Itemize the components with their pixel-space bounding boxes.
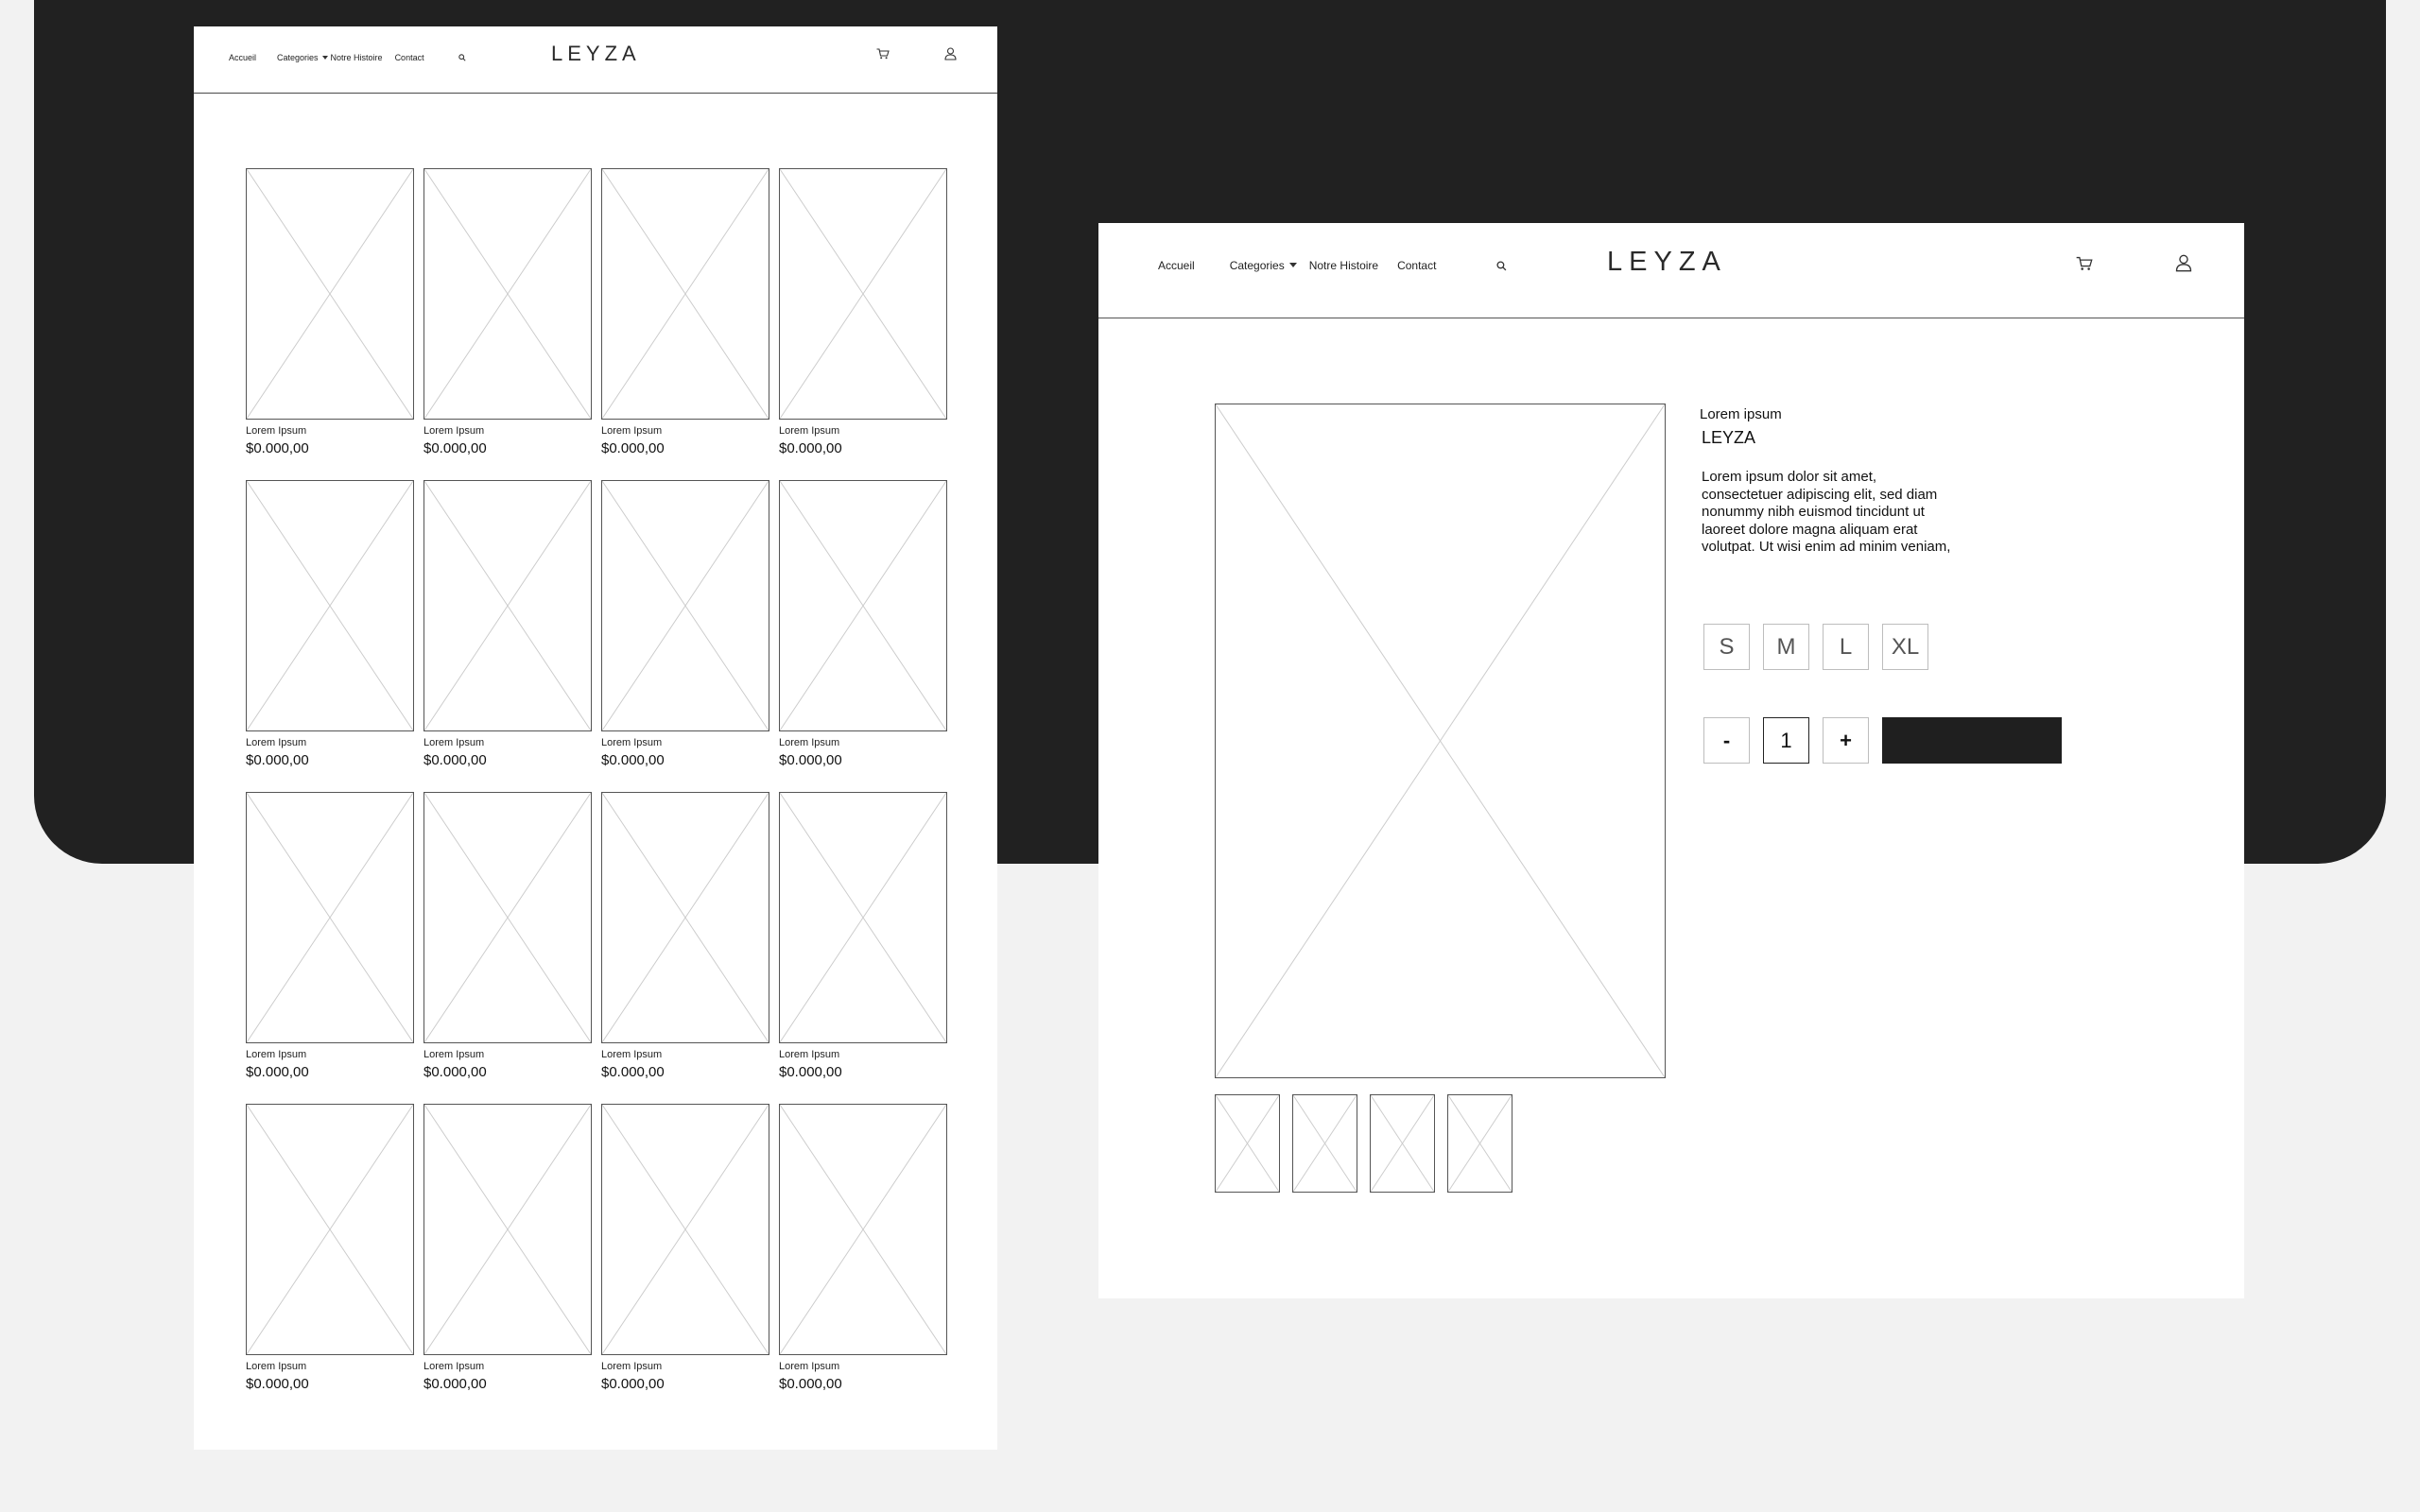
nav-contact[interactable]: Contact bbox=[1397, 259, 1437, 272]
chevron-down-icon[interactable] bbox=[1289, 263, 1297, 268]
product-name: Lorem Ipsum bbox=[246, 425, 307, 437]
thumbnail[interactable] bbox=[1447, 1094, 1512, 1193]
main-product-image[interactable] bbox=[1215, 404, 1666, 1078]
image-placeholder bbox=[601, 1104, 769, 1355]
thumbnail[interactable] bbox=[1292, 1094, 1357, 1193]
product-row bbox=[246, 1104, 950, 1416]
size-option-l[interactable]: L bbox=[1823, 624, 1869, 670]
image-placeholder bbox=[246, 480, 414, 731]
image-placeholder bbox=[779, 792, 947, 1043]
add-to-cart-button[interactable] bbox=[1882, 717, 2062, 764]
image-placeholder bbox=[246, 792, 414, 1043]
image-placeholder bbox=[424, 168, 592, 420]
product-price: $0.000,00 bbox=[246, 1064, 309, 1080]
search-icon[interactable] bbox=[458, 54, 466, 61]
nav-notre-histoire[interactable]: Notre Histoire bbox=[330, 53, 383, 62]
product-subtitle: Lorem ipsum bbox=[1700, 406, 1782, 422]
search-icon[interactable] bbox=[1496, 261, 1507, 271]
product-brand: LEYZA bbox=[1702, 428, 1756, 447]
product-card[interactable] bbox=[424, 480, 592, 792]
catalog-page-frame bbox=[194, 26, 997, 1450]
product-price: $0.000,00 bbox=[246, 440, 309, 456]
image-placeholder bbox=[779, 168, 947, 420]
increase-button[interactable]: + bbox=[1823, 717, 1869, 764]
product-card[interactable] bbox=[246, 480, 414, 792]
product-card[interactable] bbox=[601, 1104, 769, 1416]
image-placeholder bbox=[246, 1104, 414, 1355]
catalog-logo[interactable]: LEYZA bbox=[551, 42, 641, 65]
cart-icon[interactable] bbox=[2076, 256, 2093, 271]
product-logo[interactable]: LEYZA bbox=[1607, 247, 1727, 277]
product-price: $0.000,00 bbox=[779, 1376, 842, 1392]
product-price: $0.000,00 bbox=[246, 752, 309, 768]
image-placeholder bbox=[601, 168, 769, 420]
quantity-stepper bbox=[1703, 717, 2062, 764]
product-card[interactable] bbox=[779, 792, 947, 1104]
product-card[interactable] bbox=[779, 1104, 947, 1416]
product-price: $0.000,00 bbox=[779, 440, 842, 456]
product-price: $0.000,00 bbox=[779, 1064, 842, 1080]
image-placeholder bbox=[424, 792, 592, 1043]
product-info bbox=[1702, 406, 1985, 557]
decrease-button[interactable]: - bbox=[1703, 717, 1750, 764]
nav-categories[interactable]: Categories bbox=[277, 53, 319, 62]
product-price: $0.000,00 bbox=[601, 1064, 665, 1080]
thumbnail[interactable] bbox=[1215, 1094, 1280, 1193]
image-placeholder bbox=[424, 480, 592, 731]
image-placeholder bbox=[779, 1104, 947, 1355]
product-card[interactable] bbox=[424, 792, 592, 1104]
nav-accueil[interactable]: Accueil bbox=[229, 53, 257, 62]
product-name: Lorem Ipsum bbox=[246, 737, 307, 748]
cart-icon[interactable] bbox=[876, 48, 890, 60]
product-card[interactable] bbox=[601, 168, 769, 480]
product-price: $0.000,00 bbox=[246, 1376, 309, 1392]
size-option-s[interactable]: S bbox=[1703, 624, 1750, 670]
product-card[interactable] bbox=[601, 792, 769, 1104]
product-card[interactable] bbox=[424, 168, 592, 480]
product-card[interactable] bbox=[779, 480, 947, 792]
product-row bbox=[246, 792, 950, 1104]
quantity-value[interactable]: 1 bbox=[1763, 717, 1809, 764]
size-selector bbox=[1703, 624, 1928, 670]
product-name: Lorem Ipsum bbox=[779, 425, 840, 437]
user-icon[interactable] bbox=[2175, 254, 2192, 272]
product-price: $0.000,00 bbox=[424, 1064, 487, 1080]
product-name: Lorem Ipsum bbox=[424, 1049, 485, 1060]
product-name: Lorem Ipsum bbox=[601, 737, 663, 748]
product-price: $0.000,00 bbox=[601, 1376, 665, 1392]
product-price: $0.000,00 bbox=[424, 440, 487, 456]
image-placeholder bbox=[601, 792, 769, 1043]
image-placeholder bbox=[779, 480, 947, 731]
size-option-m[interactable]: M bbox=[1763, 624, 1809, 670]
product-nav bbox=[1158, 259, 1507, 272]
product-row bbox=[246, 480, 950, 792]
product-name: Lorem Ipsum bbox=[246, 1361, 307, 1372]
product-price: $0.000,00 bbox=[424, 752, 487, 768]
image-placeholder bbox=[424, 1104, 592, 1355]
product-price: $0.000,00 bbox=[601, 752, 665, 768]
product-name: Lorem Ipsum bbox=[601, 425, 663, 437]
product-card[interactable] bbox=[246, 792, 414, 1104]
nav-notre-histoire[interactable]: Notre Histoire bbox=[1308, 259, 1379, 272]
product-name: Lorem Ipsum bbox=[779, 1049, 840, 1060]
chevron-down-icon[interactable] bbox=[322, 56, 328, 60]
product-price: $0.000,00 bbox=[424, 1376, 487, 1392]
image-placeholder bbox=[601, 480, 769, 731]
product-row bbox=[246, 168, 950, 480]
catalog-nav bbox=[229, 53, 466, 62]
product-page-frame bbox=[1098, 223, 2244, 1298]
product-name: Lorem Ipsum bbox=[424, 737, 485, 748]
size-option-xl[interactable]: XL bbox=[1882, 624, 1928, 670]
user-icon[interactable] bbox=[944, 47, 957, 60]
catalog-header bbox=[194, 26, 997, 94]
product-grid bbox=[246, 168, 950, 1416]
product-price: $0.000,00 bbox=[779, 752, 842, 768]
product-name: Lorem Ipsum bbox=[601, 1049, 663, 1060]
product-description: Lorem ipsum dolor sit amet, consectetuer adipiscing elit, sed diam nonummy nibh euismod tincidunt ut laoreet dolore magna aliquam erat volutpat. Ut wisi enim ad minim veniam, bbox=[1702, 469, 1951, 555]
product-name: Lorem Ipsum bbox=[779, 1361, 840, 1372]
nav-accueil[interactable]: Accueil bbox=[1158, 259, 1195, 272]
product-name: Lorem Ipsum bbox=[601, 1361, 663, 1372]
product-card[interactable] bbox=[601, 480, 769, 792]
product-name: Lorem Ipsum bbox=[424, 1361, 485, 1372]
product-name: Lorem Ipsum bbox=[246, 1049, 307, 1060]
product-card[interactable] bbox=[246, 168, 414, 480]
product-name: Lorem Ipsum bbox=[779, 737, 840, 748]
product-card[interactable] bbox=[779, 168, 947, 480]
thumbnail[interactable] bbox=[1370, 1094, 1435, 1193]
image-placeholder bbox=[246, 168, 414, 420]
thumbnail-strip bbox=[1215, 1094, 1512, 1193]
product-card[interactable] bbox=[424, 1104, 592, 1416]
product-card[interactable] bbox=[246, 1104, 414, 1416]
product-name: Lorem Ipsum bbox=[424, 425, 485, 437]
product-header bbox=[1098, 223, 2244, 318]
product-price: $0.000,00 bbox=[601, 440, 665, 456]
nav-contact[interactable]: Contact bbox=[394, 53, 424, 62]
nav-categories[interactable]: Categories bbox=[1229, 259, 1285, 272]
